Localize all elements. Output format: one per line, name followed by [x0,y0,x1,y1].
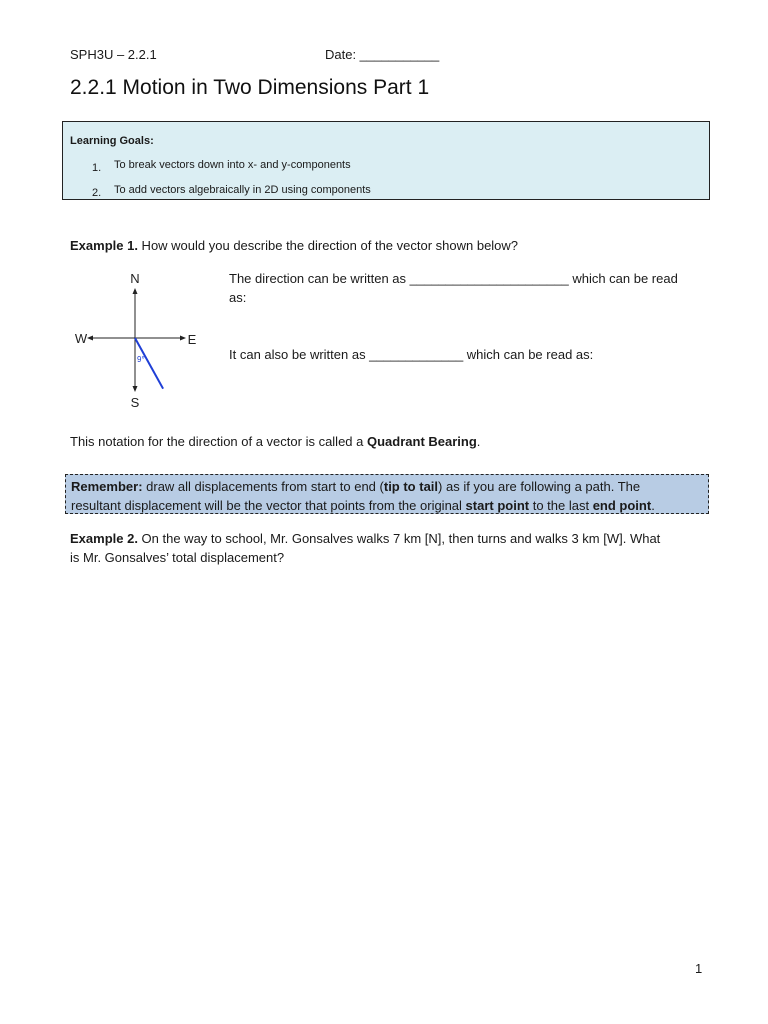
remember-text: . [651,498,655,513]
page-title: 2.2.1 Motion in Two Dimensions Part 1 [70,76,430,99]
remember-text: draw all displacements from start to end ( [142,479,384,494]
goal-number: 2. [92,187,102,199]
remember-line-2 [71,496,703,515]
notation-term: Quadrant Bearing [367,434,477,449]
example1-direction-line-cont: as: [229,290,247,305]
notation-suffix: . [476,434,481,449]
west-arrow-head [87,336,93,341]
learning-goals-heading: Learning Goals: [70,135,154,147]
south-arrow-head [133,386,138,392]
angle-label: 9° [137,355,145,364]
compass-diagram [64,264,214,414]
example1-question [70,236,518,255]
compass-east-label: E [187,332,197,347]
course-code: SPH3U – 2.2.1 [70,47,157,62]
compass-south-label: S [130,395,140,410]
page-number: 1 [695,961,703,976]
example2-label: Example 2. [70,531,138,546]
compass-west-label: W [74,331,88,346]
remember-bold-tip-to-tail: tip to tail [383,479,439,494]
remember-bold-end-point: end point [592,498,652,513]
learning-goals-box [62,121,710,200]
quadrant-bearing-sentence [70,432,480,451]
east-arrow-head [180,336,186,341]
example1-direction-line: The direction can be written as ______________________ which can be read [229,271,678,286]
remember-bold-start-point: start point [465,498,530,513]
remember-line-1 [71,477,703,496]
example2-text: On the way to school, Mr. Gonsalves walks 7 km [N], then turns and walks 3 km [W]. What [137,531,661,546]
goal-number: 1. [92,162,102,174]
remember-text: ) as if you are following a path. The [438,479,641,494]
remember-label: Remember: [71,479,143,494]
example1-text: How would you describe the direction of the vector shown below? [137,238,519,253]
date-field: Date: ___________ [325,47,440,62]
remember-text: to the last [529,498,593,513]
compass-north-label: N [130,271,140,286]
goal-text: To add vectors algebraically in 2D using components [114,184,371,196]
goal-text: To break vectors down into x- and y-components [114,159,351,171]
example1-alt-direction-line: It can also be written as _____________ which can be read as: [229,347,594,362]
notation-prefix: This notation for the direction of a vector is called a [70,434,367,449]
remember-text: resultant displacement will be the vector that points from the original [71,498,466,513]
remember-box [65,474,709,514]
example2-question [70,529,660,548]
example2-question-cont: is Mr. Gonsalves’ total displacement? [70,550,285,565]
example1-label: Example 1. [70,238,138,253]
north-arrow-head [133,288,138,294]
